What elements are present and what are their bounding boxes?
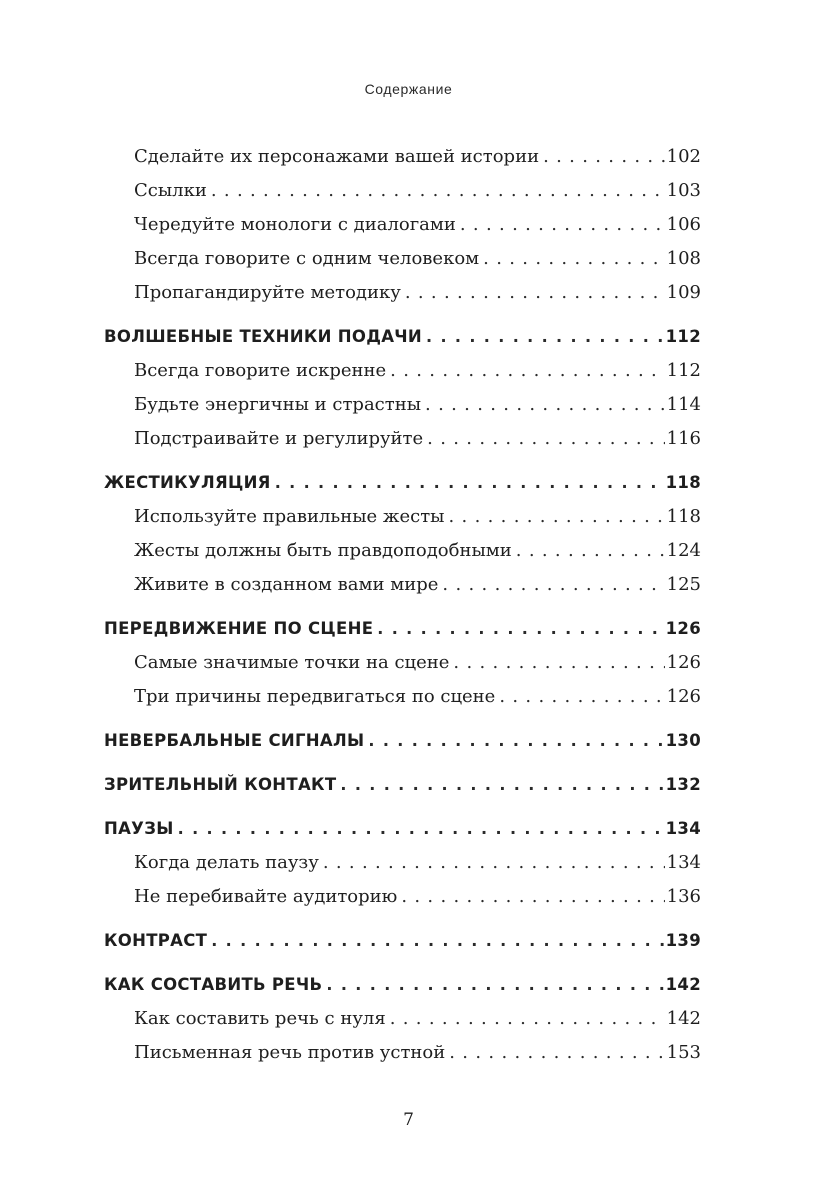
toc-section-entry [104, 320, 701, 354]
dot-leader [425, 388, 665, 422]
toc-section-entry [104, 612, 701, 646]
toc-entry-page: 139 [665, 931, 701, 950]
toc-subsection-entry [104, 422, 701, 456]
toc-subsection-entry [104, 208, 701, 242]
toc-entry-page: 130 [665, 731, 701, 750]
dot-leader [448, 500, 664, 534]
toc-entry-page: 134 [666, 852, 701, 873]
dot-leader [326, 968, 663, 1002]
toc-subsection-entry [104, 680, 701, 714]
toc-subsection-entry [104, 140, 701, 174]
toc-entry-title: Используйте правильные жесты [134, 506, 445, 527]
dot-leader [499, 680, 664, 714]
toc-subsection-entry [104, 568, 701, 602]
toc-entry-page: 136 [666, 886, 701, 907]
section-gap [104, 958, 701, 968]
toc-entry-title: Письменная речь против устной [134, 1042, 446, 1063]
toc-entry-title: ПЕРЕДВИЖЕНИЕ ПО СЦЕНЕ [104, 619, 374, 638]
toc-entry-title: ПАУЗЫ [104, 819, 174, 838]
toc-subsection-entry [104, 880, 701, 914]
toc-entry-title: Как составить речь с нуля [134, 1008, 386, 1029]
toc-entry-page: 142 [665, 975, 701, 994]
table-of-contents [104, 140, 701, 1070]
toc-entry-page: 126 [666, 686, 701, 707]
toc-entry-page: 118 [665, 473, 701, 492]
toc-subsection-entry [104, 1036, 701, 1070]
toc-section-entry [104, 466, 701, 500]
dot-leader [426, 320, 664, 354]
toc-entry-title: Ссылки [134, 180, 207, 201]
page-number: 7 [403, 1110, 414, 1130]
section-gap [104, 602, 701, 612]
toc-subsection-entry [104, 276, 701, 310]
dot-leader [405, 276, 665, 310]
toc-entry-page: 126 [665, 619, 701, 638]
dot-leader [368, 724, 663, 758]
running-head: Содержание [364, 81, 453, 97]
toc-subsection-entry [104, 500, 701, 534]
toc-entry-title: Самые значимые точки на сцене [134, 652, 450, 673]
toc-section-entry [104, 768, 701, 802]
toc-subsection-entry [104, 646, 701, 680]
dot-leader [275, 466, 664, 500]
dot-leader [377, 612, 663, 646]
toc-entry-page: 126 [666, 652, 701, 673]
toc-section-entry [104, 968, 701, 1002]
toc-entry-title: НЕВЕРБАЛЬНЫЕ СИГНАЛЫ [104, 731, 365, 750]
toc-entry-page: 112 [665, 327, 701, 346]
dot-leader [427, 422, 664, 456]
dot-leader [323, 846, 665, 880]
section-gap [104, 310, 701, 320]
toc-entry-page: 118 [666, 506, 701, 527]
toc-entry-title: ЖЕСТИКУЛЯЦИЯ [104, 473, 271, 492]
dot-leader [442, 568, 664, 602]
toc-entry-title: Будьте энергичны и страстны [134, 394, 422, 415]
dot-leader [211, 924, 663, 958]
toc-entry-page: 134 [665, 819, 701, 838]
toc-entry-title: Сделайте их персонажами вашей истории [134, 146, 540, 167]
toc-entry-page: 112 [666, 360, 701, 381]
toc-subsection-entry [104, 242, 701, 276]
toc-section-entry [104, 812, 701, 846]
dot-leader [483, 242, 664, 276]
toc-subsection-entry [104, 1002, 701, 1036]
toc-entry-page: 116 [666, 428, 701, 449]
dot-leader [340, 768, 663, 802]
dot-leader [449, 1036, 664, 1070]
toc-section-entry [104, 924, 701, 958]
dot-leader [516, 534, 665, 568]
toc-entry-title: КОНТРАСТ [104, 931, 208, 950]
toc-entry-title: Подстраивайте и регулируйте [134, 428, 424, 449]
toc-entry-title: Когда делать паузу [134, 852, 319, 873]
section-gap [104, 758, 701, 768]
toc-entry-title: ВОЛШЕБНЫЕ ТЕХНИКИ ПОДАЧИ [104, 327, 423, 346]
toc-entry-title: Не перебивайте аудиторию [134, 886, 398, 907]
section-gap [104, 456, 701, 466]
toc-entry-page: 114 [666, 394, 701, 415]
toc-entry-page: 142 [666, 1008, 701, 1029]
dot-leader [390, 1002, 665, 1036]
toc-entry-page: 106 [666, 214, 701, 235]
toc-entry-page: 102 [666, 146, 701, 167]
section-gap [104, 714, 701, 724]
toc-section-entry [104, 724, 701, 758]
toc-entry-title: КАК СОСТАВИТЬ РЕЧЬ [104, 975, 323, 994]
section-gap [104, 914, 701, 924]
toc-entry-page: 103 [666, 180, 701, 201]
toc-entry-title: Всегда говорите искренне [134, 360, 387, 381]
toc-entry-title: Всегда говорите с одним человеком [134, 248, 480, 269]
dot-leader [453, 646, 664, 680]
toc-entry-title: Жесты должны быть правдоподобными [134, 540, 512, 561]
toc-entry-title: Три причины передвигаться по сцене [134, 686, 496, 707]
toc-entry-page: 132 [665, 775, 701, 794]
toc-subsection-entry [104, 174, 701, 208]
toc-entry-page: 109 [666, 282, 701, 303]
toc-subsection-entry [104, 534, 701, 568]
toc-entry-page: 108 [666, 248, 701, 269]
toc-entry-title: Живите в созданном вами мире [134, 574, 439, 595]
toc-entry-title: Пропагандируйте методику [134, 282, 401, 303]
toc-subsection-entry [104, 846, 701, 880]
dot-leader [211, 174, 665, 208]
dot-leader [460, 208, 665, 242]
toc-entry-title: Чередуйте монологи с диалогами [134, 214, 456, 235]
toc-entry-page: 153 [666, 1042, 701, 1063]
toc-subsection-entry [104, 354, 701, 388]
toc-subsection-entry [104, 388, 701, 422]
toc-entry-title: ЗРИТЕЛЬНЫЙ КОНТАКТ [104, 775, 337, 794]
section-gap [104, 802, 701, 812]
dot-leader [178, 812, 664, 846]
dot-leader [390, 354, 664, 388]
dot-leader [543, 140, 665, 174]
toc-entry-page: 125 [666, 574, 701, 595]
dot-leader [401, 880, 664, 914]
toc-entry-page: 124 [666, 540, 701, 561]
